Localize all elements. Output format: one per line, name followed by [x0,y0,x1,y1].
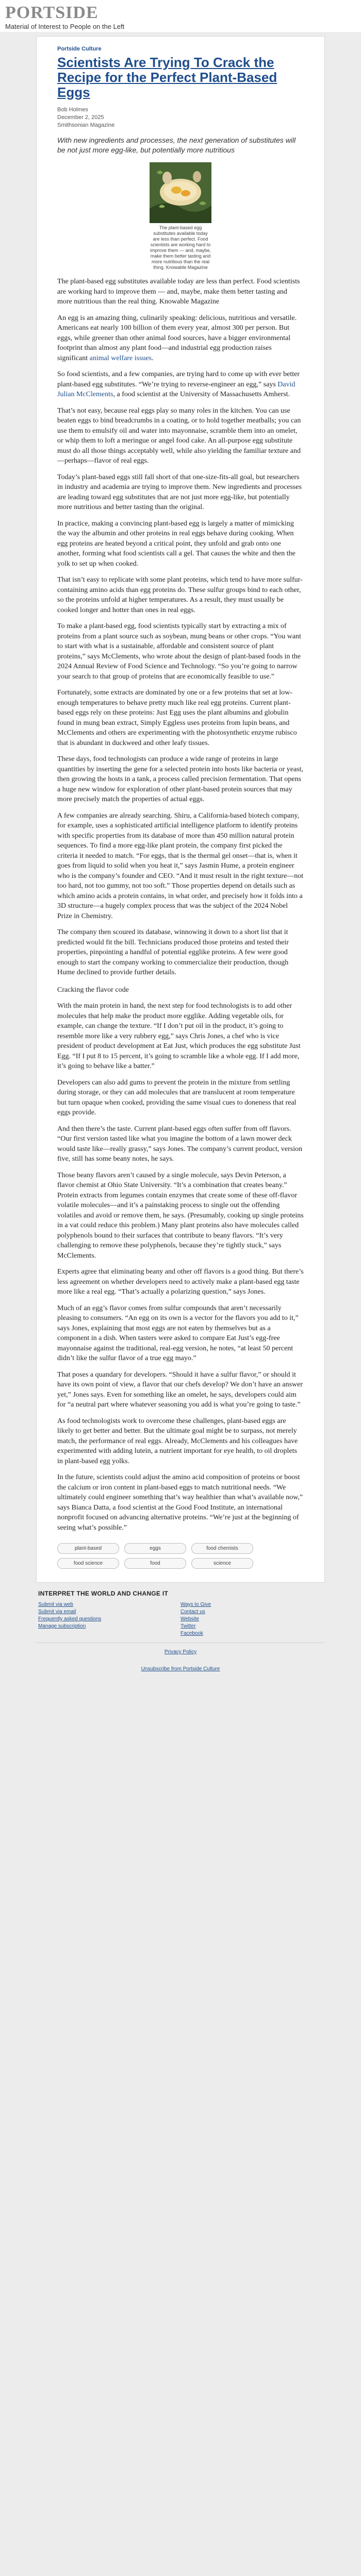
footer-links [38,1601,323,1637]
paragraph: So food scientists, and a few companies, are trying hard to come up with ever better plant-based egg substitutes. “We’re trying to reverse-engineer an egg,” says David Julian McClements, a food scientist at the University of Massachusetts Amherst. [57,370,300,398]
section-label: Portside Culture [57,46,102,52]
image-caption: The plant-based egg substitutes available today are less than perfect. Food scientists are working hard to improve them — and, maybe, make them better tasting and more nutritious than the real thing. Knowable Magazine [150,225,211,270]
inline-link[interactable]: David Julian McClements [57,380,296,398]
paragraph: Those beany flavors aren’t caused by a single molecule, says Devin Peterson, a flavor chemist at Ohio State University. “It’s a combination that creates beany.” Protein extracts from legumes contain enzymes that create some of these off-flavor volatile molecules—and it’s a painstaking process to single out the offending volatiles and avoid or remove them, he says. (Presumably, cooking up single proteins in a vat could reduce this problem.) Many plant proteins also have molecules called polyphenols bound to their surfaces that contribute to beany flavors. “It’s very challenging to remove these polyphenols, because they’re tightly stuck,” says McClements. [57,1171,304,1260]
paragraph: Fortunately, some extracts are dominated by one or a few proteins that set at low-enough temperatures to behave pretty much like real egg proteins. Current plant-based eggs rely on these proteins: Just Egg uses the plant albumins and globulin found in mung bean extract, Simply Eggless uses proteins from lupin beans, and McClements and others are experimenting with the photosynthetic enzyme rubisco that is abundant in duckweed and other leafy tissues. [57,689,297,747]
paragraph: Developers can also add gums to prevent the protein in the mixture from settling during storage, or they can add molecules that are translucent at room temperature but turn opaque when cooked, providing the same visual cues to doneness that real eggs provide. [57,1078,297,1116]
tag-science[interactable]: science [191,1558,253,1569]
footer-heading: INTERPRET THE WORLD AND CHANGE IT [38,1590,169,1597]
tag-plant-based[interactable]: plant-based [57,1543,119,1554]
footer-link-ways-to-give[interactable]: Ways to Give [180,1602,211,1607]
footer-divider [36,1642,325,1643]
article-dek: With new ingredients and processes, the next generation of substitutes will be not just more egg-like, but potentially more nutritious [57,136,296,154]
paragraph: Today’s plant-based eggs still fall short of that one-size-fits-all goal, but researchers in industry and academia are trying to improve them. New ingredients and processes are leading toward egg substitutes that are not just more egg-like, but potentially more nutritious and better tasting than the original. [57,473,302,511]
unsubscribe-link[interactable]: Unsubscribe from Portside Culture [141,1666,220,1672]
site-tagline: Material of Interest to People on the Left [5,23,125,30]
footer-link-twitter[interactable]: Twitter [180,1623,196,1629]
article-card [36,36,325,1583]
article-body [57,277,304,1533]
article-figure [150,162,211,270]
footer-link-faq[interactable]: Frequently asked questions [38,1616,102,1622]
paragraph: A few companies are already searching. Shiru, a California-based biotech company, for example, uses a sophisticated artificial intelligence platform to identify proteins with specific properties from its database of more than 450 million natural protein sequences. To find a more egg-like plant protein, the company first picked the criteria it needed to match. “For eggs, that is the thermal gel onset—that is, when it goes from liquid to solid when you heat it,” says Jasmin Hume, a protein engineer who is the company’s founder and CEO. “And it must result in the right texture—not too hard, not too gummy, not too soft.” Those properties depend on details such as which amino acids a protein contains, in what order, and precisely how it folds into a 3D structure—a hugely complex process that was the subject of the 2024 Nobel Prize in Chemistry. [57,811,304,920]
paragraph: And then there’s the taste. Current plant-based eggs often suffer from off flavors. “Our first version tasted like what you imagine the bottom of a lawn mower deck would taste like—really grassy,” says Jones. The company’s current product, version five, still has some beany notes, he says. [57,1125,303,1163]
tag-list [57,1543,304,1569]
paragraph: An egg is an amazing thing, culinarily speaking: delicious, nutritious and versatile. Americans eat nearly 100 billion of them every year, almost 300 per person. But eggs, while greener than other animal food sources, have a bigger environmental footprint than almost any plant food—and industrial egg production raises significant animal welfare issues. [57,314,297,362]
source: Smithsonian Magazine [57,122,115,128]
footer-link-manage-subscription[interactable]: Manage subscription [38,1623,86,1629]
author: Bob Holmes [57,107,88,113]
paragraph: In the future, scientists could adjust the amino acid composition of proteins or boost the calcium or iron content in plant-based eggs to match nutritional needs. “We ultimately could engineer something that’s way healthier than what’s available now,” says Bianca Datta, a food scientist at the Good Food Institute, an international nonprofit focused on advancing alternative proteins. “We’re just at the beginning of seeing what’s possible.” [57,1473,303,1532]
footer-link-website[interactable]: Website [180,1616,199,1622]
paragraph: To make a plant-based egg, food scientists typically start by extracting a mix of proteins from a plant source such as soybean, mung beans or other crops. “You want to start with what is a sustainable, affordable and consistent source of plant proteins,” says McClements, who wrote about the design of plant-based foods in the 2024 Annual Review of Food Science and Technology. “So you’re going to narrow your search to that group of proteins that are economically feasible to use.” [57,622,301,681]
footer-bottom [0,1648,361,1673]
tag-food-chemists[interactable]: food chemists [191,1543,253,1554]
footer [36,1590,325,1637]
paragraph: That isn’t easy to replicate with some plant proteins, which tend to have more sulfur-containing amino acids than egg proteins do. These sulfur groups bind to each other, so the proteins unfold at higher temperatures. As a result, they must usually be cooked longer and hotter than ones in real eggs. [57,576,303,614]
paragraph: Experts agree that eliminating beany and other off flavors is a good thing. But there’s less agreement on whether developers need to actively make a plant-based egg taste more like a real egg. “That’s actually a polarizing question,” says Jones. [57,1268,304,1296]
byline [57,106,304,129]
footer-col-left [38,1601,180,1637]
tag-eggs[interactable]: eggs [124,1543,186,1554]
paragraph: With the main protein in hand, the next step for food technologists is to add other molecules that help make the product more egglike. Adding vegetable oils, for example, can change the texture. “If I don’t put oil in the product, it’s going to resemble more like a very rubbery egg,” says Chris Jones, a chef who is vice president of product development at Eat Just, which produces the egg substitute Just Egg. “If I put 8 to 15 percent, it’s going to scramble like a whole egg. If I add more, it’s going to behave like a batter.” [57,1002,301,1070]
inline-link[interactable]: animal welfare issues [89,354,152,362]
footer-col-right [180,1601,323,1637]
tag-food-science[interactable]: food science [57,1558,119,1569]
tag-food[interactable]: food [124,1558,186,1569]
footer-link-submit-email[interactable]: Submit via email [38,1609,76,1615]
masthead [0,0,361,32]
eggs-image [150,162,211,223]
paragraph: The company then scoured its database, winnowing it down to a short list that it predicted would fit the bill. Technicians produced those proteins and tested their properties, pinpointing a handful of potential egglike proteins. A few were good enough to start the company working to commercialize their production, though Hume declined to provide further details. [57,928,289,976]
publish-date: December 2, 2025 [57,114,104,121]
paragraph: These days, food technologists can produce a wide range of proteins in large quantities by inserting the gene for a selected protein into hosts like bacteria or yeast, then growing the hosts in a tank, a process called precision fermentation. That opens a huge new window for exploration of other plant-based protein sources that may more precisely match the properties of actual eggs. [57,755,304,803]
paragraph: As food technologists work to overcome these challenges, plant-based eggs are likely to get better and better. But the ultimate goal might be to surpass, not merely match, the performance of real eggs. Already, McClements and his colleagues have experimented with adding lutein, a nutrient important for eye health, to oil droplets in plant-based egg yolks. [57,1417,298,1465]
site-logo[interactable]: PORTSIDE [5,3,99,22]
paragraph: Much of an egg’s flavor comes from sulfur compounds that aren’t necessarily pleasing to consumers. “An egg on its own is a vector for the flavors you add to it,” says Jones, explaining that most eggs are not eaten by themselves but as a component in a dish. When tasters were asked to compare Eat Just’s egg-free mayonnaise against the traditional, real-egg version, he notes, “at least 50 percent didn’t like the sulfur flavor of a true egg mayo.” [57,1304,299,1362]
footer-link-facebook[interactable]: Facebook [180,1631,203,1636]
paragraph: In practice, making a convincing plant-based egg is largely a matter of mimicking the way the albumin and other proteins in real eggs behave during cooking. When egg proteins are heated beyond a critical point, they unfold and grab onto one another, forming what food scientists call a gel. That causes the white and then the yolk to set up when cooked. [57,519,296,568]
paragraph: That’s not easy, because real eggs play so many roles in the kitchen. You can use beaten eggs to bind breadcrumbs in a coating, or to hold together meatballs; you can use them to emulsify oil and water into mayonnaise, scramble them into an omelet, or whip them to loft a meringue or angel food cake. An all-purpose egg substitute must do all those things acceptably well, while also yielding the familiar texture and—perhaps—flavor of real eggs. [57,406,301,465]
footer-link-contact[interactable]: Contact us [180,1609,205,1615]
privacy-policy-link[interactable]: Privacy Policy [164,1649,197,1655]
footer-link-submit-web[interactable]: Submit via web [38,1602,73,1607]
paragraph: That poses a quandary for developers. “Should it have a sulfur flavor,” or should it have its own point of view, a flavor that our chefs develop? We don’t have an answer yet,” Jones says. Even for something like an omelet, he says, developers could aim for “a neutral part where whatever seasoning you add is what you’re going to taste.” [57,1370,303,1409]
subheading: Cracking the flavor code [57,986,129,994]
article-headline[interactable]: Scientists Are Trying To Crack the Recipe for the Perfect Plant-Based Eggs [57,55,277,100]
paragraph: The plant-based egg substitutes available today are less than perfect. Food scientists are working hard to improve them — and, maybe, make them better tasting and more nutritious than the real thing. Knowable Magazine [57,278,300,306]
